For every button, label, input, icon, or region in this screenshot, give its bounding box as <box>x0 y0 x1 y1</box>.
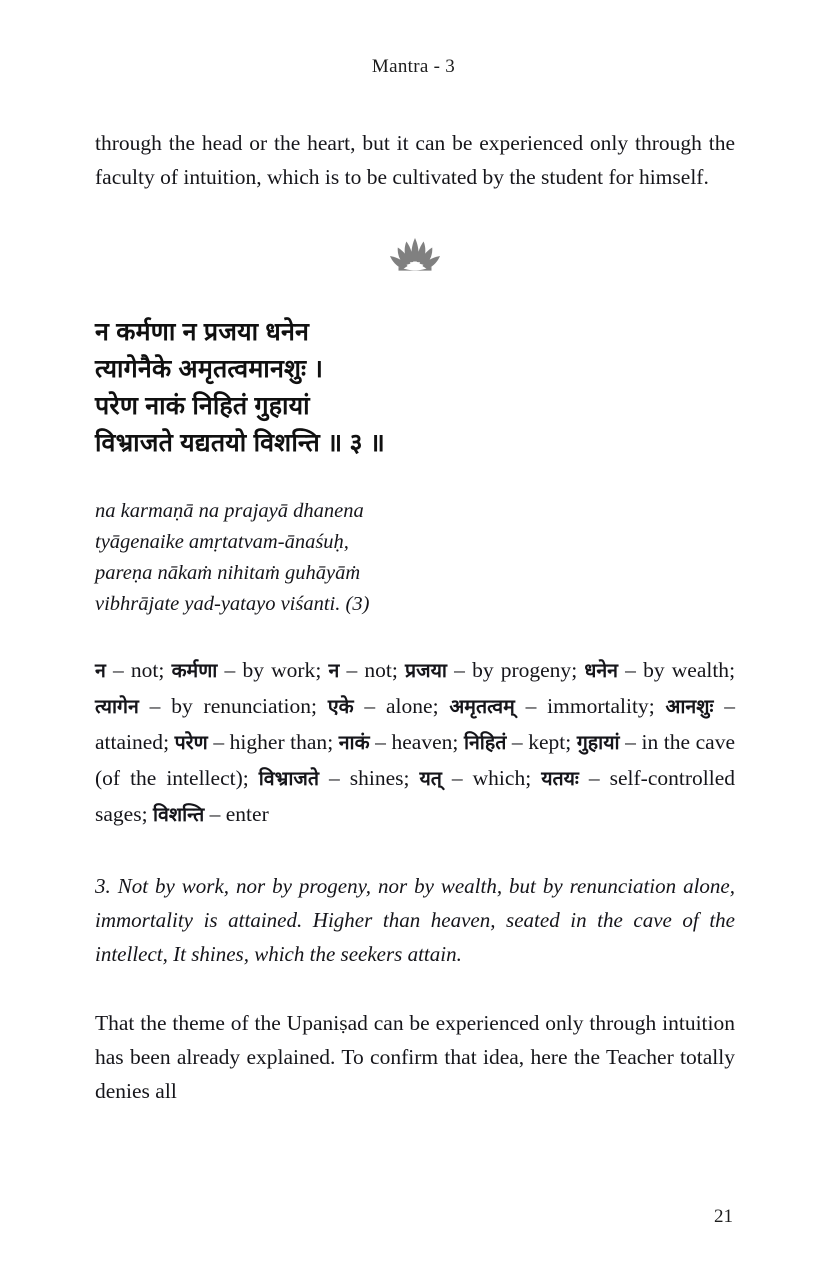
gloss-separator: – <box>441 766 473 790</box>
gloss-meaning: heaven <box>391 730 453 754</box>
transliteration-line: vibhrājate yad-yatayo viśanti. (3) <box>95 593 370 615</box>
gloss-term: यत् <box>419 768 442 790</box>
gloss-meaning: by renunciation <box>171 694 312 718</box>
gloss-delimiter: ; <box>327 730 339 754</box>
gloss-delimiter: ; <box>242 766 259 790</box>
sanskrit-verse-line: विभ्राजते यद्यतयो विशन्ति ॥ ३ ॥ <box>95 429 385 457</box>
gloss-meaning: not <box>364 658 392 682</box>
gloss-separator: – <box>353 694 387 718</box>
verse-translation: 3. Not by work, nor by progeny, nor by wealth, but by renunciation alone, immortality is attained. Higher than heaven, seated in the cave of the intellect, It shines, which the seekers attain. <box>95 874 735 966</box>
gloss-delimiter: ; <box>311 694 328 718</box>
gloss-separator: – <box>619 730 642 754</box>
gloss-meaning: higher than <box>229 730 328 754</box>
gloss-delimiter: ; <box>571 658 585 682</box>
gloss-term: प्रजया <box>405 660 447 682</box>
gloss-term: निहितं <box>463 732 507 754</box>
sanskrit-verse <box>95 314 735 462</box>
gloss-separator: – <box>217 658 243 682</box>
gloss-term: यतयः <box>541 768 579 790</box>
gloss-delimiter: ; <box>158 658 172 682</box>
gloss-delimiter: ; <box>729 658 736 682</box>
gloss-meaning: alone <box>386 694 433 718</box>
gloss-meaning: not <box>130 658 159 682</box>
sanskrit-verse-line: त्यागेनैके अमृतत्वमानशुः । <box>95 355 324 383</box>
gloss-meaning: in the cave (of the intellect) <box>95 730 735 790</box>
sanskrit-verse-line: परेण नाकं निहितं गुहायां <box>95 392 310 420</box>
gloss-delimiter: ; <box>432 694 450 718</box>
gloss-meaning: immortality <box>547 694 649 718</box>
sanskrit-verse-line: न कर्मणा न प्रजया धनेन <box>95 318 310 346</box>
page-number: 21 <box>714 1206 733 1227</box>
intro-paragraph: through the head or the heart, but it can be experienced only through the faculty of intuition, which is to be cultivated by the student for himself. <box>95 131 735 189</box>
gloss-separator: – <box>617 658 644 682</box>
gloss-delimiter: ; <box>141 802 153 826</box>
gloss-separator: – <box>369 730 392 754</box>
gloss-term: विशन्ति <box>152 804 205 826</box>
gloss-term: धनेन <box>584 660 618 682</box>
gloss-term: एके <box>327 696 354 718</box>
transliteration-line: pareṇa nākaṁ nihitaṁ guhāyāṁ <box>95 562 361 584</box>
gloss-delimiter: ; <box>163 730 175 754</box>
gloss-delimiter: ; <box>452 730 464 754</box>
gloss-separator: – <box>446 658 473 682</box>
gloss-delimiter: ; <box>648 694 666 718</box>
gloss-separator: – <box>514 694 548 718</box>
gloss-term: नाकं <box>338 732 370 754</box>
commentary-paragraph: That the theme of the Upaniṣad can be experienced only through intuition has been already explained. To confirm that idea, here the Teacher totally denies all <box>95 1011 735 1103</box>
gloss-term: परेण <box>174 732 208 754</box>
gloss-term: न <box>328 660 340 682</box>
gloss-separator: – <box>204 802 226 826</box>
gloss-meaning: by wealth <box>643 658 730 682</box>
gloss-term: न <box>95 660 106 682</box>
word-by-word-gloss <box>95 653 735 833</box>
gloss-delimiter: ; <box>403 766 420 790</box>
gloss-term: अमृतत्वम् <box>449 696 515 718</box>
gloss-meaning: by progeny <box>472 658 572 682</box>
text-column <box>95 126 735 1108</box>
section-ornament <box>95 234 735 276</box>
gloss-delimiter: ; <box>391 658 406 682</box>
gloss-separator: – <box>318 766 350 790</box>
gloss-separator: – <box>207 730 230 754</box>
transliteration-line: tyāgenaike amṛtatvam-ānaśuḥ, <box>95 531 349 553</box>
gloss-meaning: enter <box>225 802 269 826</box>
gloss-separator: – <box>506 730 529 754</box>
gloss-meaning: which <box>472 766 526 790</box>
gloss-term: आनशुः <box>665 696 714 718</box>
gloss-term: त्यागेन <box>95 696 139 718</box>
gloss-delimiter: ; <box>565 730 577 754</box>
lotus-ornament-icon <box>387 234 443 276</box>
gloss-delimiter: ; <box>525 766 542 790</box>
gloss-meaning: kept <box>528 730 566 754</box>
gloss-separator: – <box>713 694 736 718</box>
gloss-term: विभ्राजते <box>258 768 319 790</box>
gloss-separator: – <box>105 658 131 682</box>
gloss-term: कर्मणा <box>171 660 218 682</box>
gloss-delimiter: ; <box>315 658 329 682</box>
gloss-meaning: by work <box>242 658 316 682</box>
gloss-separator: – <box>339 658 365 682</box>
gloss-term: गुहायां <box>576 732 620 754</box>
gloss-separator: – <box>138 694 172 718</box>
gloss-separator: – <box>578 766 610 790</box>
gloss-meaning: shines <box>349 766 404 790</box>
verse-transliteration <box>95 496 735 620</box>
gloss-meaning: self-controlled sages <box>95 766 735 826</box>
transliteration-line: na karmaṇā na prajayā dhanena <box>95 500 364 522</box>
running-head: Mantra - 3 <box>371 56 456 77</box>
gloss-meaning: attained <box>95 730 164 754</box>
